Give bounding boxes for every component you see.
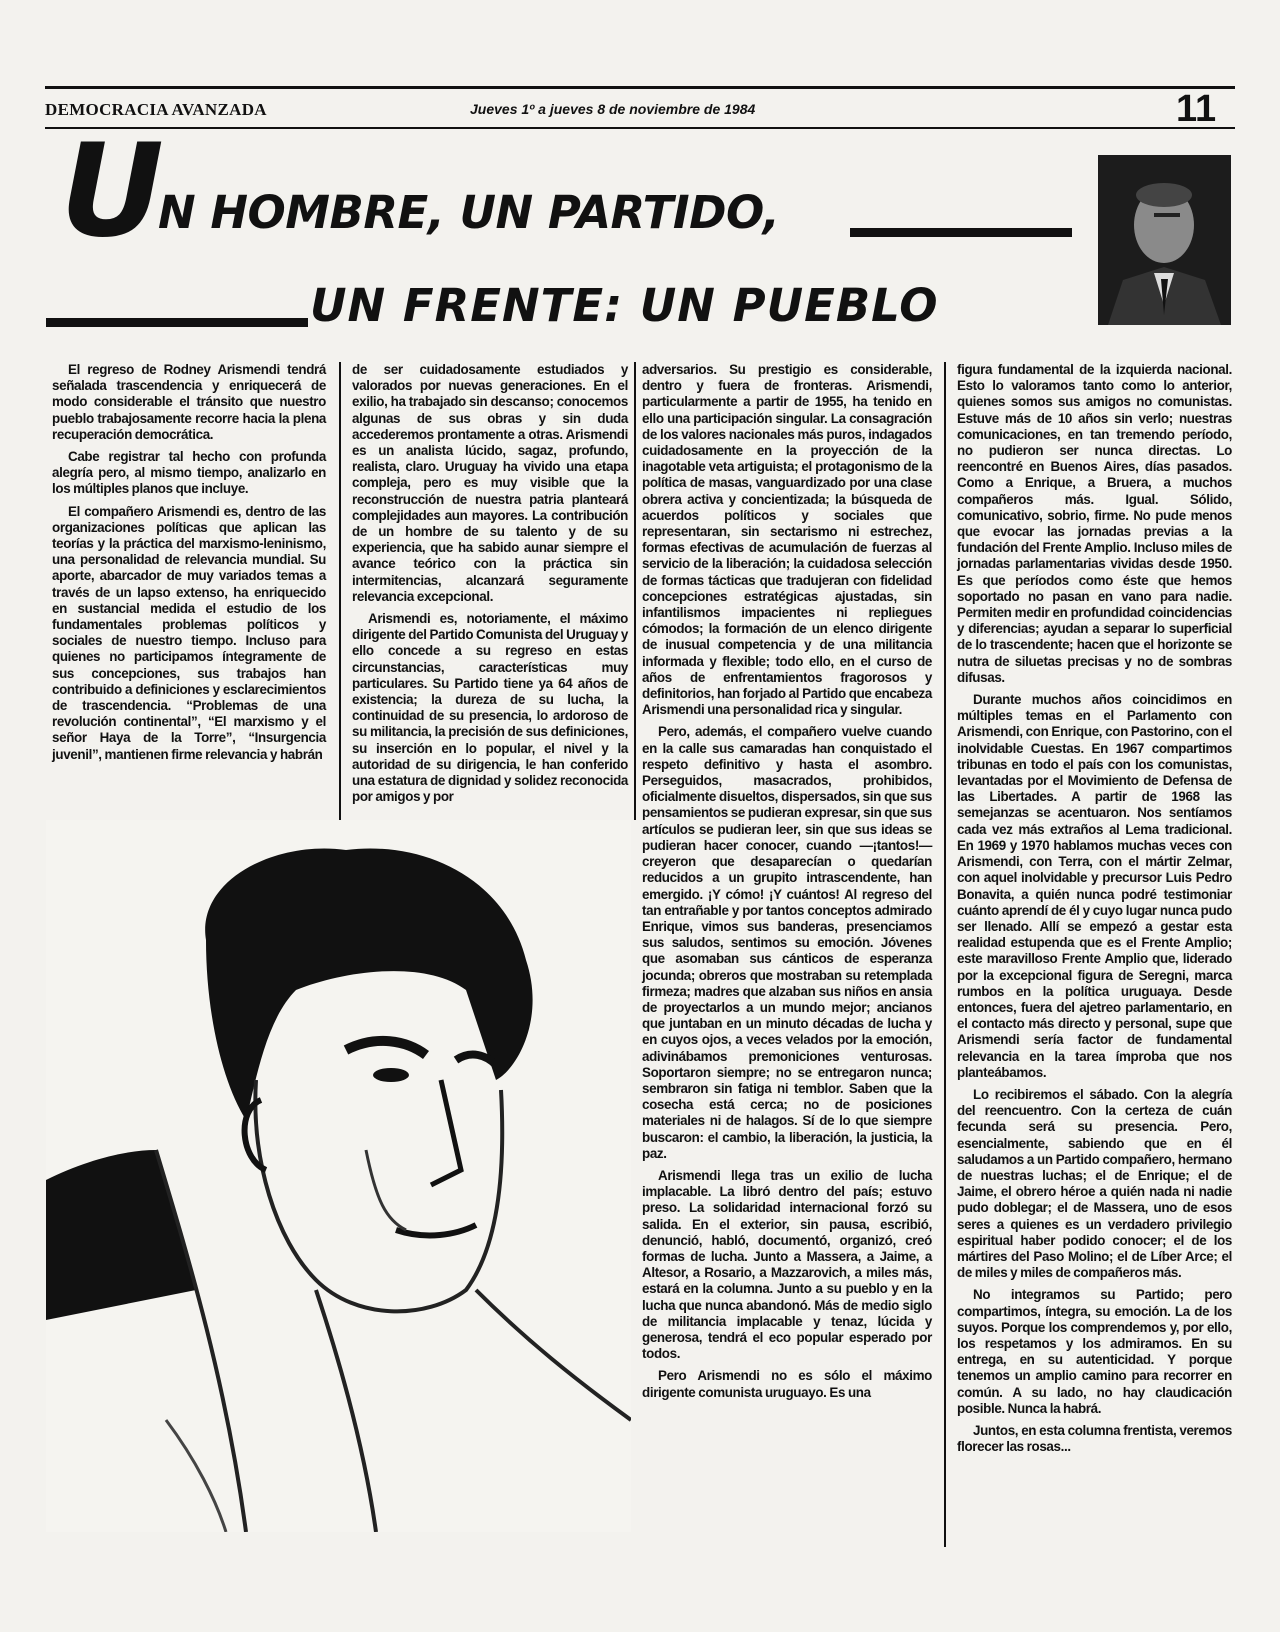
header-top-rule: [45, 86, 1235, 89]
paragraph: Cabe registrar tal hecho con profunda alegría pero, al mismo tiempo, analizarlo en los múltiples planos que incluye.: [52, 449, 326, 497]
paragraph: adversarios. Su prestigio es considerable, dentro y fuera de fronteras. Arismendi, particularmente a partir de 1955, ha tenido en ello una participación singular. La consagración de los valores nacionales más puros, indagados cuidadosamente en la proyección de la inagotable veta artiguista; el protagonismo de la política de masas, vanguardizado por una clase obrera activa y concientizada; la búsqueda de acuerdos políticos y sociales que representaran, sin sectarismo ni estrechez, formas efectivas de acumulación de fuerzas al servicio de la liberación; la cuidadosa selección de formas tácticas que tradujeran con fidelidad concepciones estratégicas ajustadas, sin infantilismos impacientes ni repliegues cómodos; la formación de un elenco dirigente de inusual competencia y de una militancia informada y flexible; todo ello, en el curso de años de enfrentamientos fragorosos y definitorios, han forjado al Partido que encabeza Arismendi una personalidad rica y singular.: [642, 362, 932, 718]
paragraph: Arismendi es, notoriamente, el máximo dirigente del Partido Comunista del Uruguay y ello concede a su regreso en estas circunstancias, características muy particulares. Su Partido tiene ya 64 años de existencia; la dureza de su lucha, la continuidad de su presencia, lo ardoroso de su militancia, la precisión de sus definiciones, su inserción en lo popular, el nivel y la autoridad de su dirigencia, le han conferido una estatura de dignidad y solidez reconocida por amigos y por: [352, 611, 628, 805]
paragraph: Lo recibiremos el sábado. Con la alegría del reencuentro. Con la certeza de cuán fecunda será su presencia. Pero, esencialmente, sabiendo que en él saludamos a un Partido compañero, hermano de nuestras luchas; el de Enrique; el de Jaime, el obrero héroe a quién nada ni nadie pudo doblegar; el de Massera, uno de esos seres a quienes es un verdadero privilegio espiritual haber podido conocer; el de los mártires del Paso Molino; el de Líber Arce; el de miles y miles de compañeros más.: [957, 1086, 1232, 1281]
masthead: DEMOCRACIA AVANZADA: [45, 100, 267, 119]
column-divider: [339, 362, 341, 820]
author-headshot: [1098, 155, 1231, 325]
article-column-1: [52, 362, 326, 769]
article-column-4: [957, 362, 1232, 1461]
paragraph: de ser cuidadosamente estudiados y valorados por nuevas generaciones. En el exilio, ha trabajado sin descanso; conocemos algunas de sus obras y sin duda accederemos prontamente a otras. Arismendi es un analista lúcido, sagaz, profundo, realista, claro. Uruguay ha vivido una etapa compleja, pero es muy visible que la reconstrucción de nuestra patria planteará complejidades aun mayores. La contribución de un hombre de su talento y de su experiencia, que ha sabido aunar siempre el avance teórico con la práctica sin intermitencias, alcanzará seguramente relevancia excepcional.: [352, 362, 628, 604]
portrait-photo: [46, 820, 631, 1532]
portrait-image: [46, 820, 631, 1532]
headline-rule-right: [850, 228, 1072, 237]
paragraph: Pero Arismendi no es sólo el máximo dirigente comunista uruguayo. Es una: [642, 1368, 932, 1400]
headshot-image: [1098, 155, 1231, 325]
paragraph: Pero, además, el compañero vuelve cuando en la calle sus camaradas han conquistado el respeto definitivo y hasta el asombro. Perseguidos, masacrados, prohibidos, oficialmente disueltos, dispersados, sin que sus pensamientos se pudieran expresar, sin que sus artículos se pudieran leer, sin que sus ideas se pudieran hacer conocer, cuando —¡tantos!— creyeron que desaparecían o quedarían reducidos a un grupito intrascendente, han emergido. ¡Y cómo! ¡Y cuántos! Al regreso del tan entrañable y por tantos conceptos admirado Enrique, vimos sus banderas, presenciamos sus saludos, sentimos su emoción. Jóvenes que asomaban sus cánticos de esperanza jocunda; obreros que mostraban su retemplada firmeza; madres que alzaban sus niños en ansia de proyectarlos a un mundo mejor; ancianos que juntaban en un minuto décadas de lucha y en cuyos ojos, a veces velados por la emoción, adivinábamos premoniciones venturosas. Soportaron siempre; no se entregaron nunca; sembraron sin fatiga ni temblor. Saben que la cosecha está cerca; no de posiciones materiales ni de halagos. Sí de lo que siempre buscaron: el cambio, la liberación, la justicia, la paz.: [642, 724, 932, 1161]
headline-line-2: UN FRENTE: UN PUEBLO: [310, 279, 939, 332]
paragraph: No integramos su Partido; pero compartimos, íntegra, su emoción. La de los suyos. Porque los comprendemos y, por ello, los respetamos y los admiramos. En su entrega, en su autenticidad. Y porque tenemos un amplio camino para recorrer en común. A su lado, no hay claudicación posible. Nunca la habrá.: [957, 1287, 1232, 1416]
paragraph: El compañero Arismendi es, dentro de las organizaciones políticas que aplican las teorías y la práctica del marxismo-leninismo, una personalidad de relevancia mundial. Su aporte, abarcador de muy variados temas a través de un lapso extenso, ha enriquecido en sustancial medida el estudio de los fundamentales problemas políticos y sociales de nuestro tiempo. Incluso para quienes no participamos íntegramente de sus concepciones, sus trabajos han contribuido a definiciones y esclarecimientos de trascendencia. “Problemas de una revolución continental”, “El marxismo y el señor Haya de la Torre”, “Insurgencia juvenil”, mantienen firme relevancia y habrán: [52, 503, 326, 762]
column-divider: [944, 362, 946, 1547]
column-divider: [634, 362, 636, 820]
headline-rule-left: [46, 318, 308, 327]
article-column-3: [642, 362, 932, 1407]
paragraph: Juntos, en esta columna frentista, veremos florecer las rosas...: [957, 1423, 1232, 1455]
paragraph: El regreso de Rodney Arismendi tendrá señalada trascendencia y enriquecerá de modo considerable el tránsito que nuestro pueblo trabajosamente recorre hacia la plena recuperación democrática.: [52, 362, 326, 442]
article-column-2: [352, 362, 628, 811]
headline-initial: U: [60, 117, 160, 266]
paragraph: Arismendi llega tras un exilio de lucha implacable. La libró dentro del país; estuvo preso. La solidaridad internacional forzó su salida. En el exterior, sin pausa, escribió, denunció, habló, documentó, organizó, creó formas de lucha. Junto a Massera, a Jaime, a Altesor, a Rosario, a Mazzarovich, a miles más, estará en la columna. Junto a su pueblo y en la lucha que nunca abandonó. Más de medio siglo de militancia implacable y tenaz, lúcida y generosa, tendrá el eco popular esperado por todos.: [642, 1167, 932, 1362]
paragraph: Durante muchos años coincidimos en múltiples temas en el Parlamento con Arismendi, con Enrique, con Pastorino, con el inolvidable Cuestas. En 1967 compartimos tribunas en todo el país con los comunistas, levantadas por el Movimiento de Defensa de las Libertades. A partir de 1968 las semejanzas se acentuaron. Nos sentíamos cada vez más extraños al Lema tradicional. En 1969 y 1970 hablamos muchas veces con Arismendi, con Terra, con el mártir Zelmar, con aquel inolvidable y precursor Luis Pedro Bonavita, a quién nunca podré testimoniar cuánto aprendí de él y cuyo lugar nunca pudo ser llenado. Allí se empezó a gestar esta realidad estupenda que es el Frente Amplio; este maravilloso Frente Amplio que, liderado por la excepcional figura de Seregni, marca rumbos en la política uruguaya. Desde entonces, fuera del ajetreo parlamentario, en el contacto más directo y personal, supe que Arismendi sería factor de fundamental relevancia en la tarea ímproba que nos planteábamos.: [957, 692, 1232, 1080]
headline-line-1: N HOMBRE, UN PARTIDO,: [158, 186, 780, 239]
paragraph: figura fundamental de la izquierda nacional. Esto lo valoramos tanto como lo anterior, quienes somos sus amigos no comunistas. Estuve más de 10 años sin verlo; nuestras comunicaciones, en tan tremendo período, no pudieron ser nunca directas. Lo reencontré en Buenos Aires, días pasados. Como a Enrique, a Bruera, a muchos compañeros más. Igual. Sólido, comunicativo, sobrio, firme. No pude menos que evocar las jornadas previas a la fundación del Frente Amplio. Incluso miles de jornadas parlamentarias vividas desde 1950. Es que períodos como éste que hemos soportado no pasan en vano para nadie. Permiten medir en profundidad coincidencias y diferencias; ayudan a separar lo superficial de lo trascendente; hacen que el horizonte se nutra de siluetas precisas y no de sombras difusas.: [957, 362, 1232, 685]
header-bottom-rule: [45, 127, 1235, 129]
page-number: 11: [1176, 88, 1217, 130]
issue-date: Jueves 1º a jueves 8 de noviembre de 1984: [470, 101, 756, 117]
